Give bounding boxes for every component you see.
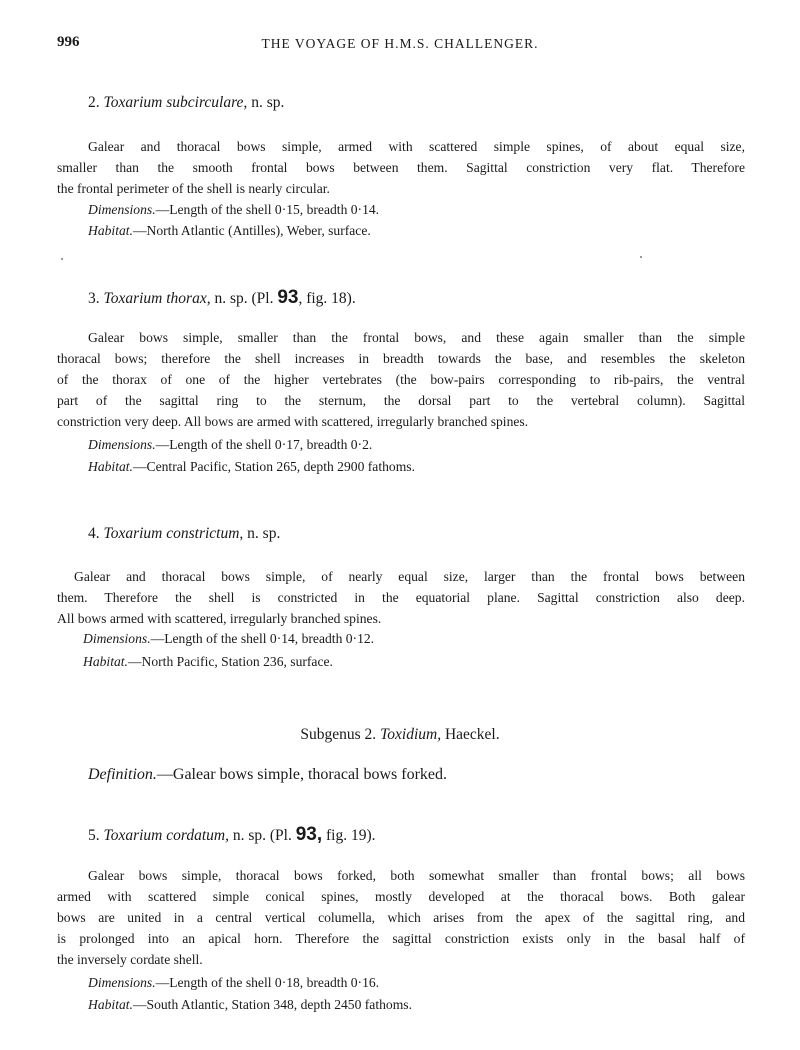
species-2-title: 2. Toxarium subcirculare, n. sp.: [88, 94, 285, 111]
species-2-dimensions: Dimensions.—Length of the shell 0·15, breadth 0·14.: [88, 202, 380, 217]
running-title: THE VOYAGE OF H.M.S. CHALLENGER.: [261, 36, 539, 51]
species-4-description: Galear and thoracal bows simple, of nearly equal size, larger than the frontal bows between them. Therefore the shell is constricted in the equatorial plane. Sagittal constriction also deep. All bows armed with scattered, irregularly branched spines.: [57, 569, 745, 626]
species-3-dimensions: Dimensions.—Length of the shell 0·17, breadth 0·2.: [88, 437, 373, 452]
species-5-dimensions: Dimensions.—Length of the shell 0·18, breadth 0·16.: [88, 975, 380, 990]
species-4-dimensions: Dimensions.—Length of the shell 0·14, breadth 0·12.: [83, 631, 375, 646]
page-number: 996: [57, 34, 80, 50]
species-5-habitat: Habitat.—South Atlantic, Station 348, depth 2450 fathoms.: [88, 997, 412, 1012]
species-2-description: Galear and thoracal bows simple, armed with scattered simple spines, of about equal size, smaller than the smooth frontal bows between them. Sagittal constriction very flat. Therefore the frontal perimeter of the shell is nearly circular.: [57, 139, 745, 196]
species-5-description: Galear bows simple, thoracal bows forked, both somewhat smaller than frontal bows; all bows armed with scattered simple conical spines, mostly developed at the thoracal bows. Both galear bows are united in a central vertical columella, which arises from the apex of the sagittal ring, and is prolonged into an apical horn. Therefore the sagittal constriction exists only in the basal half of the inversely cordate shell.: [57, 868, 745, 967]
species-4-title: 4. Toxarium constrictum, n. sp.: [88, 525, 281, 542]
print-speck: [61, 258, 63, 260]
species-3-habitat: Habitat.—Central Pacific, Station 265, depth 2900 fathoms.: [88, 459, 415, 474]
subgenus-definition: Definition.—Galear bows simple, thoracal bows forked.: [88, 766, 448, 783]
species-2-habitat: Habitat.—North Atlantic (Antilles), Weber, surface.: [88, 223, 371, 238]
species-4-habitat: Habitat.—North Pacific, Station 236, surface.: [83, 654, 333, 669]
subgenus-heading: Subgenus 2. Toxidium, Haeckel.: [300, 726, 500, 743]
species-3-title: 3. Toxarium thorax, n. sp. (Pl. 93, fig. 18).: [88, 287, 356, 308]
species-3-description: Galear bows simple, smaller than the frontal bows, and these again smaller than the simple thoracal bows; therefore the shell increases in breadth towards the base, and resembles the skeleton of the thorax of one of the higher vertebrates (the bow-pairs corresponding to rib-pairs, the ventral part of the sagittal ring to the sternum, the dorsal part to the vertebral column). Sagittal constriction very deep. All bows are armed with scattered, irregularly branched spines.: [57, 330, 745, 429]
print-speck: [640, 256, 642, 258]
species-5-title: 5. Toxarium cordatum, n. sp. (Pl. 93, fig. 19).: [88, 824, 376, 845]
